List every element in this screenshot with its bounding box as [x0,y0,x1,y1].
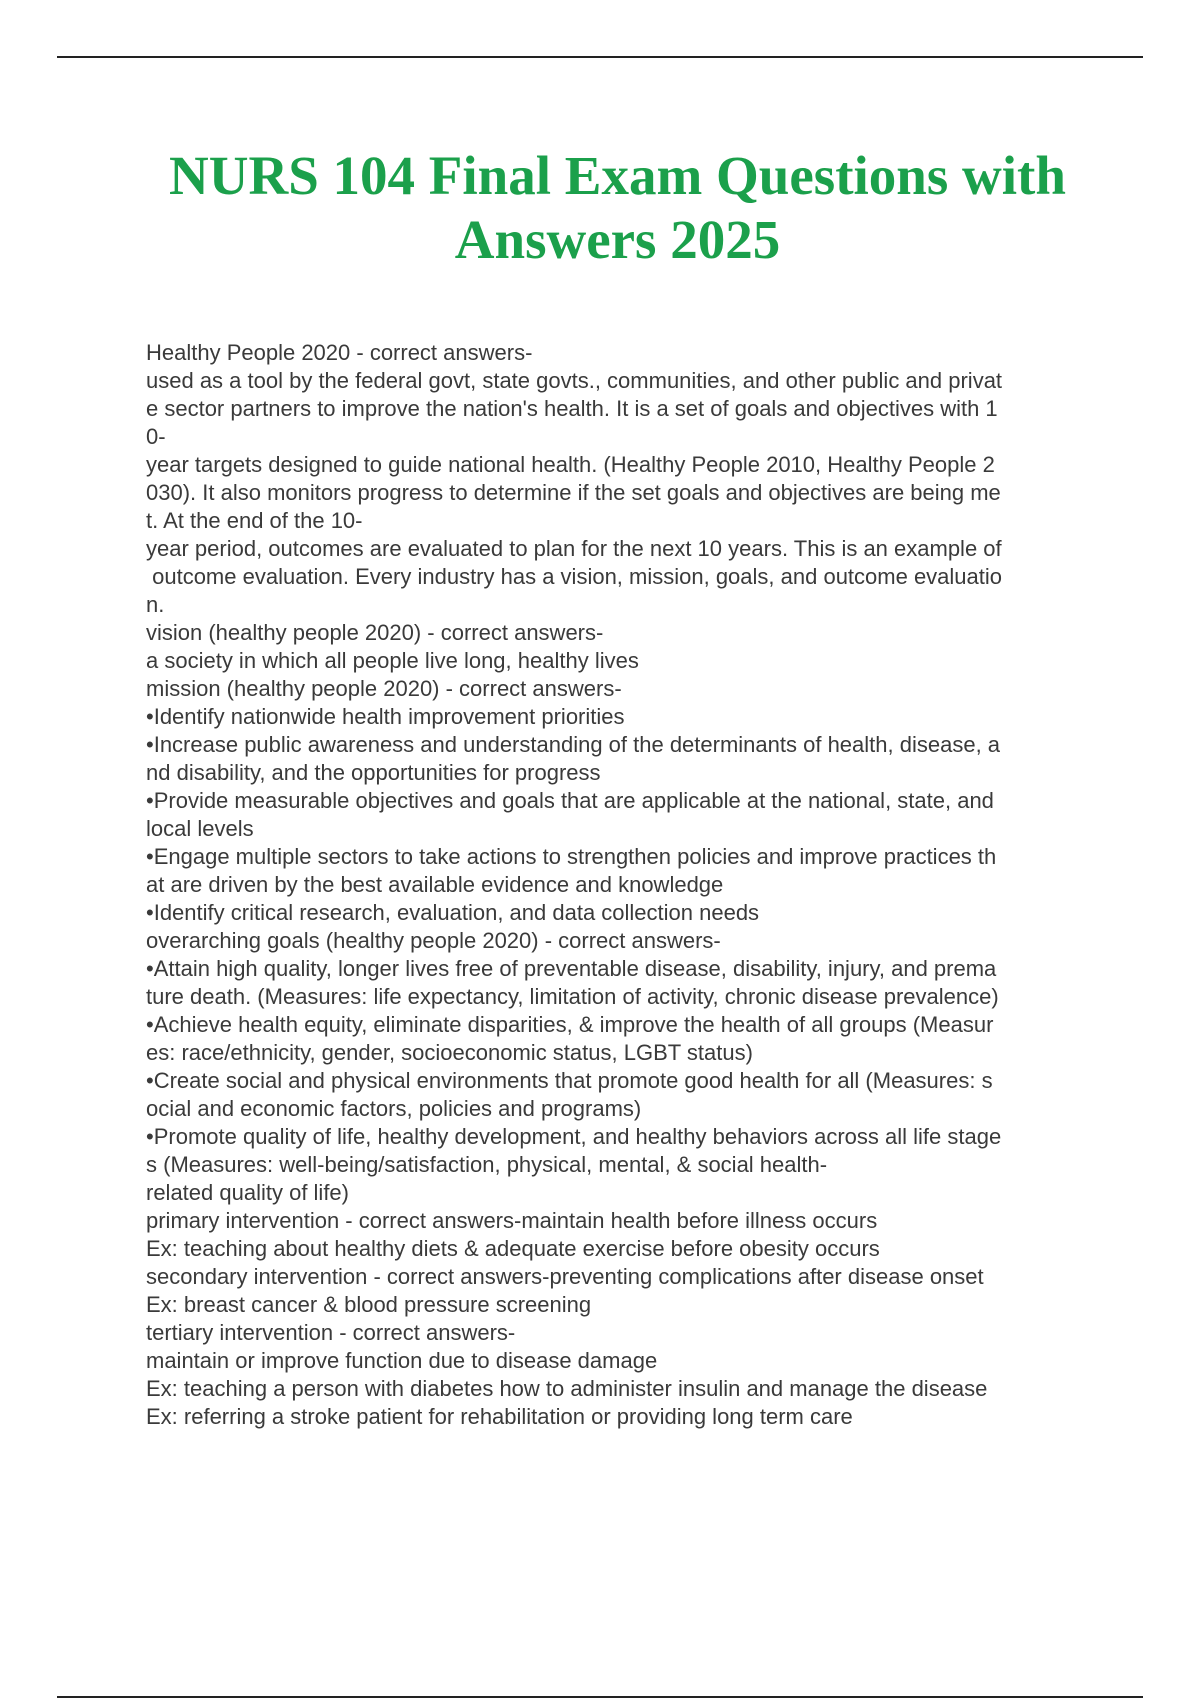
body-text-line: •Attain high quality, longer lives free of preventable disease, disability, injury, and prema [146,956,997,981]
body-text-line: Ex: teaching a person with diabetes how to administer insulin and manage the disease [146,1376,988,1401]
body-text-line: •Promote quality of life, healthy development, and healthy behaviors across all life stage [146,1124,1002,1149]
body-text-line: n. [146,592,165,617]
body-text-line: •Provide measurable objectives and goals that are applicable at the national, state, and [146,788,994,813]
body-text-line: ture death. (Measures: life expectancy, limitation of activity, chronic disease prevalence) [146,984,999,1009]
footer-rule [57,1696,1143,1698]
body-text-line: overarching goals (healthy people 2020) - correct answers- [146,928,721,953]
body-text-line: mission (healthy people 2020) - correct answers- [146,676,622,701]
body-text-line: tertiary intervention - correct answers- [146,1320,516,1345]
body-text-line: 0- [146,424,166,449]
title-line-1: NURS 104 Final Exam Questions with [169,145,1066,206]
body-text-line: vision (healthy people 2020) - correct answers- [146,620,604,645]
body-text-line: maintain or improve function due to disease damage [146,1348,658,1373]
title-line-2: Answers 2025 [454,209,781,270]
body-text-line: Ex: breast cancer & blood pressure screening [146,1292,592,1317]
body-text-line: •Engage multiple sectors to take actions to strengthen policies and improve practices th [146,844,997,869]
body-text-line: e sector partners to improve the nation's health. It is a set of goals and objectives with 1 [146,396,998,421]
body-text-line: s (Measures: well-being/satisfaction, physical, mental, & social health- [146,1152,828,1177]
body-text-line: local levels [146,816,254,841]
body-text-line: year period, outcomes are evaluated to plan for the next 10 years. This is an example of [146,536,1002,561]
header-rule [57,56,1143,58]
body-text-line: Ex: referring a stroke patient for rehabilitation or providing long term care [146,1404,853,1429]
document-body [146,339,1146,1431]
body-text-line: Healthy People 2020 - correct answers- [146,340,533,365]
body-text-line: outcome evaluation. Every industry has a vision, mission, goals, and outcome evaluatio [146,564,1003,589]
body-text-line: •Identify nationwide health improvement priorities [146,704,625,729]
body-text-line: •Achieve health equity, eliminate disparities, & improve the health of all groups (Measur [146,1012,994,1037]
body-text-line: year targets designed to guide national health. (Healthy People 2010, Healthy People 2 [146,452,995,477]
body-text-line: Ex: teaching about healthy diets & adequate exercise before obesity occurs [146,1236,880,1261]
body-text-line: a society in which all people live long, healthy lives [146,648,639,673]
body-text-line: •Create social and physical environments that promote good health for all (Measures: s [146,1068,993,1093]
body-text-line: at are driven by the best available evidence and knowledge [146,872,724,897]
body-text-line: •Increase public awareness and understanding of the determinants of health, disease, a [146,732,1001,757]
body-text-line: related quality of life) [146,1180,349,1205]
document-title [80,144,1155,272]
body-text-line: primary intervention - correct answers-maintain health before illness occurs [146,1208,878,1233]
body-text-line: •Identify critical research, evaluation, and data collection needs [146,900,760,925]
body-text-line: es: race/ethnicity, gender, socioeconomic status, LGBT status) [146,1040,753,1065]
body-text-line: nd disability, and the opportunities for progress [146,760,601,785]
body-text-line: secondary intervention - correct answers-preventing complications after disease onset [146,1264,984,1289]
body-text-line: 030). It also monitors progress to determine if the set goals and objectives are being me [146,480,1001,505]
body-text-line: t. At the end of the 10- [146,508,363,533]
body-text-line: used as a tool by the federal govt, state govts., communities, and other public and privat [146,368,1003,393]
body-text-line: ocial and economic factors, policies and programs) [146,1096,642,1121]
